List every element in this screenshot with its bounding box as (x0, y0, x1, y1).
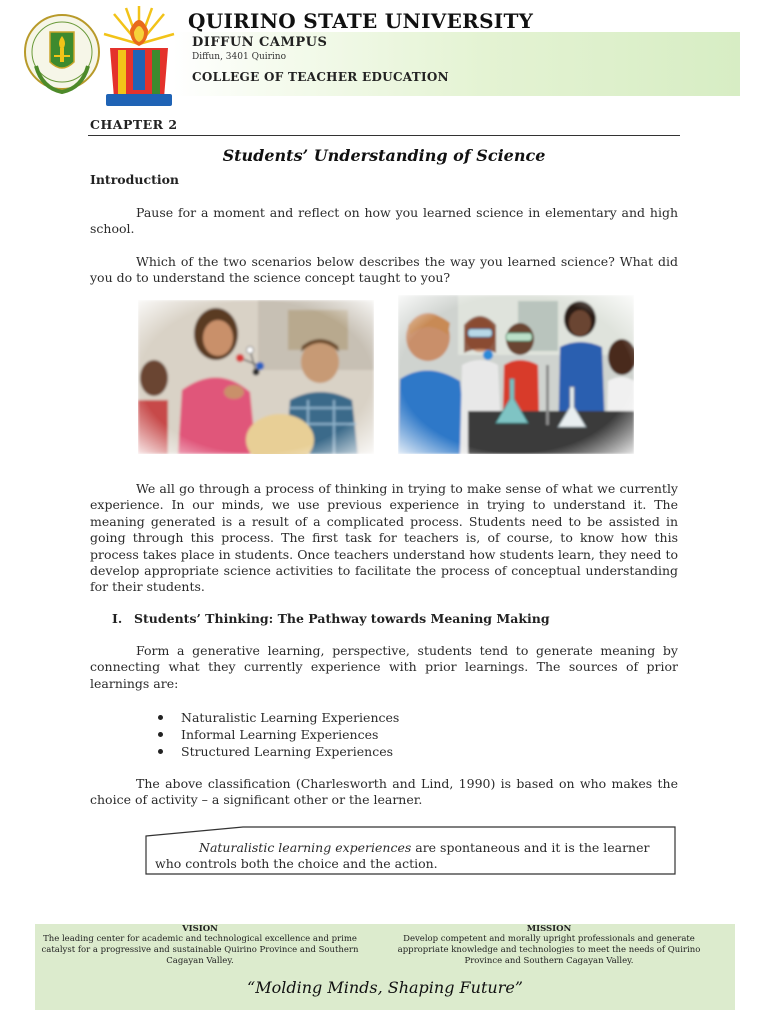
callout-text: Naturalistic learning experiences are spontaneous and it is the learner who controls both the choice and the action. (155, 840, 650, 871)
section-number: I. (112, 611, 123, 626)
list-item: Informal Learning Experiences (158, 726, 399, 743)
bullet-icon (158, 732, 163, 737)
paragraph-generative-learning: Form a generative learning, perspective, students tend to generate meaning by connecting what they currently experience with prior learnings. The sources of prior learnings are: (90, 643, 678, 691)
vision-text: The leading center for academic and technological excellence and prime catalyst for a progressive and sustainable Quirino Province and Southern Cagayan Valley. (41, 934, 359, 966)
university-seal-logo (22, 6, 102, 106)
page-title: Students’ Understanding of Science (222, 146, 546, 165)
paragraph-reflect: Pause for a moment and reflect on how you learned science in elementary and high school. (90, 205, 678, 237)
university-name: QUIRINO STATE UNIVERSITY (188, 9, 534, 33)
list-item: Structured Learning Experiences (158, 743, 399, 760)
chapter-label: CHAPTER 2 (90, 117, 178, 132)
paragraph-scenarios: Which of the two scenarios below describes the way you learned science? What did you do to understand the science concept taught to you? (90, 254, 678, 286)
mission-text: Develop competent and morally upright professionals and generate appropriate knowledge and technologies to meet the needs of Quirino Province and Southern Cagayan Valley. (397, 934, 701, 966)
introduction-heading: Introduction (90, 172, 180, 187)
paragraph-thinking-process: We all go through a process of thinking in trying to make sense of what we currently experience. In our minds, we use previous experience in trying to understand it. The meaning generated is a result of a complicated process. Students need to be assisted in going through this process. The first task for teachers is, of course, to know how this process takes place in students. Once teachers understand how students learn, they need to develop appropriate science activities to facilitate the process of conceptual understanding for their students. (90, 481, 678, 595)
photo-students-laboratory (398, 295, 634, 454)
learning-experiences-list (158, 709, 399, 760)
list-item: Naturalistic Learning Experiences (158, 709, 399, 726)
paragraph-classification: The above classification (Charlesworth and Lind, 1990) is based on who makes the choice of activity – a significant other or the learner. (90, 776, 678, 808)
torch-banner-logo (100, 2, 178, 110)
campus-address: Diffun, 3401 Quirino (192, 52, 287, 62)
motto: “Molding Minds, Shaping Future” (247, 978, 523, 997)
campus-name: DIFFUN CAMPUS (192, 35, 328, 50)
chapter-divider (88, 135, 680, 136)
college-name: COLLEGE OF TEACHER EDUCATION (192, 70, 449, 84)
photo-teacher-molecule-model (138, 300, 374, 454)
section-heading (112, 611, 550, 626)
bullet-icon (158, 749, 163, 754)
section-title: Students’ Thinking: The Pathway towards Meaning Making (134, 611, 550, 626)
mission-label: MISSION (526, 924, 572, 934)
callout-term: Naturalistic learning experiences (199, 840, 412, 855)
vision-label: VISION (182, 924, 218, 934)
bullet-icon (158, 715, 163, 720)
